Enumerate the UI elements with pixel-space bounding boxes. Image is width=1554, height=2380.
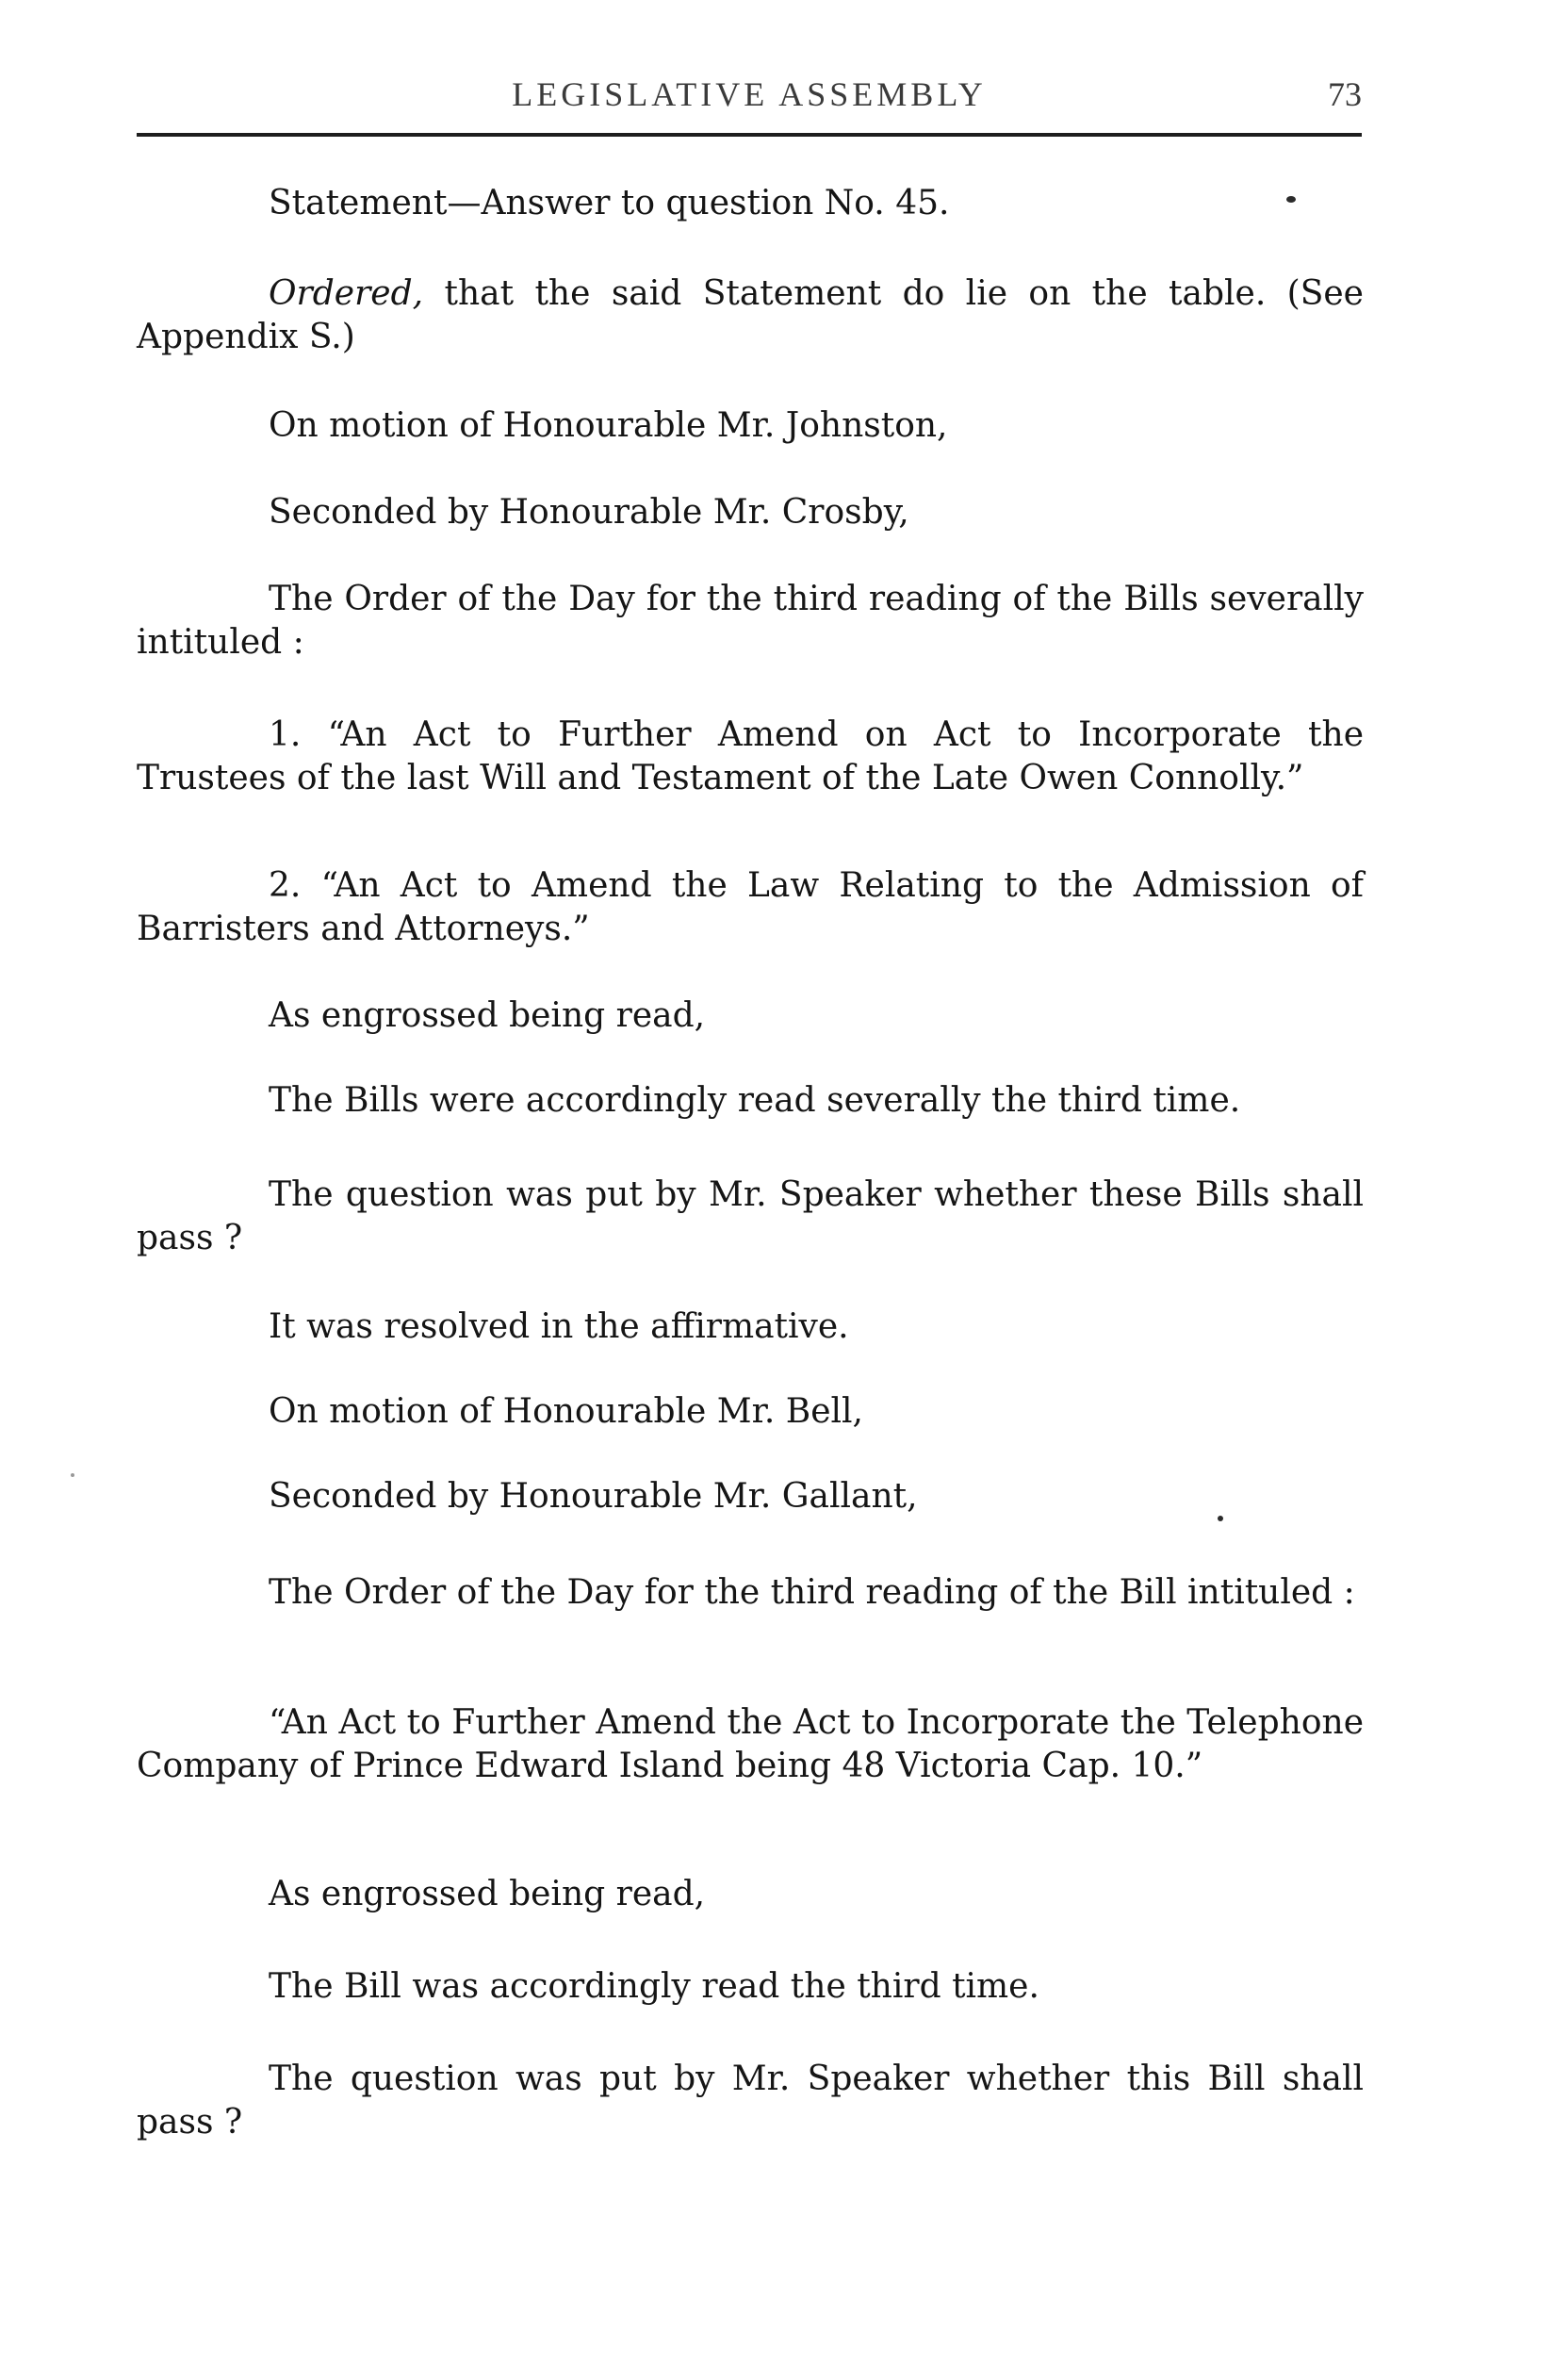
paragraph-bill-read: The Bill was accordingly read the third time. [269,1967,1039,2006]
ordered-text: that the said Statement do lie on the table. (See Appendix S.) [137,274,1364,356]
paragraph-engrossed-1: As engrossed being read, [269,996,706,1035]
paragraph-statement-answer: Statement—Answer to question No. 45. [269,184,950,222]
paragraph-order-of-day-bills: The Order of the Day for the third reading of the Bills severally intituled : [137,580,1364,662]
paragraph-engrossed-2: As engrossed being read, [269,1875,706,1913]
running-head: LEGISLATIVE ASSEMBLY [512,75,987,113]
ordered-italic-word: Ordered, [269,274,424,313]
header-rule [137,133,1362,137]
paragraph-question-bill: The question was put by Mr. Speaker whether this Bill shall pass ? [137,2060,1364,2142]
paragraph-motion-johnston: On motion of Honourable Mr. Johnston, [269,406,948,445]
paragraph-ordered [137,272,1364,359]
paragraph-motion-bell: On motion of Honourable Mr. Bell, [269,1392,864,1431]
ink-speck [71,1473,74,1477]
page-number: 73 [1328,75,1362,113]
paragraph-telephone-act: “An Act to Further Amend the Act to Incorporate the Telephone Company of Prince Edward Island being 48 Victoria Cap. 10.” [137,1703,1364,1785]
paragraph-bills-read: The Bills were accordingly read severally the third time. [269,1081,1241,1120]
paragraph-question-bills: The question was put by Mr. Speaker whether these Bills shall pass ? [137,1175,1364,1257]
page-header [137,74,1362,130]
ink-speck [1218,1516,1223,1521]
paragraph-resolved: It was resolved in the affirmative. [269,1307,849,1346]
paragraph-seconded-crosby: Seconded by Honourable Mr. Crosby, [269,493,909,532]
paragraph-bill-1: 1. “An Act to Further Amend on Act to Incorporate the Trustees of the last Will and Testament of the Late Owen Connolly.” [137,715,1364,797]
paragraph-bill-2: 2. “An Act to Amend the Law Relating to the Admission of Barristers and Attorneys.” [137,866,1364,948]
paragraph-seconded-gallant: Seconded by Honourable Mr. Gallant, [269,1477,918,1516]
ink-speck [1286,196,1296,203]
paragraph-order-of-day-bill: The Order of the Day for the third reading of the Bill intituled : [269,1573,1355,1612]
